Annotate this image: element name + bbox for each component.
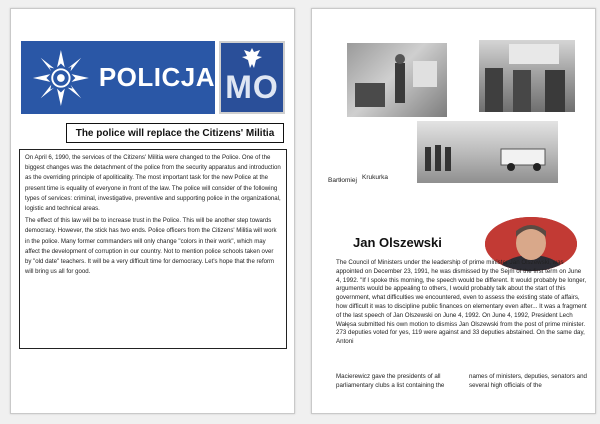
bio-columns [336, 373, 588, 391]
bio-column-left: Macierewicz gave the presidents of all parliamentary clubs a list containing the [336, 373, 445, 389]
article-headline: The police will replace the Citizens' Militia [66, 123, 284, 143]
police-star-icon [31, 47, 91, 109]
mo-logo-text: MO [225, 69, 279, 105]
photo-street-patrol [417, 121, 558, 183]
bio-text [336, 259, 588, 351]
bio-column-right: names of ministers, deputies, senators and several high officials of the [469, 373, 587, 389]
article-paragraph: On April 6, 1990, the services of the Citizens' Militia were changed to the Police. One of the biggest changes was the detachment of the police from the security apparatus and introduction as the overriding principle of apoliticality. The most important task for the new Police at the present time is equality of everyone in front of the law. The police will consider of the following types of services: criminal, investigative, preventive and supporting police in the organizational, logistic and technical areas. [25, 154, 281, 213]
policja-logo-text: POLICJA [98, 62, 215, 92]
person-title: Jan Olszewski [353, 235, 442, 250]
mo-logo [219, 41, 285, 114]
photo-militia-officers [479, 40, 575, 112]
policja-logo [21, 41, 215, 114]
author-last-name: Krukurka [362, 174, 389, 181]
author-first-name: Bartłomiej [328, 177, 357, 184]
eagle-emblem-icon [240, 47, 264, 69]
article-body [19, 149, 287, 349]
article-paragraph: The effect of this law will be to increase trust in the Police. This will be another step towards democracy. However, the stick has two ends. Police officers from the Citizens' Militia will work in the police. Many former commanders will only change "colors in their work", which may affect the development of corruption in our country. Not to mention police schools taken over by "old date" teachers. It will be a very difficult time for democracy. Let's hope that the reform will bring us all for good. [25, 217, 277, 276]
left-page [10, 8, 295, 414]
bio-paragraph: The Council of Ministers under the leadership of prime minister Jan Olszewski, was appointed on December 23, 1991, he was dismissed by the Sejm of the first term on June 4, 1992. "If I spoke this morning, the speech would be different. It would probably be longer, arguments would be appealing to others, I would probably talk about the start of this government, what difficulties we encountered, even to assess the existing state of affairs, how difficult it was to discipline public finances on elementary even after... It was a fragment of the last speech of Jan Olszewski on June 4, 1992. On June 4, 1992, President Lech Wałęsa submitted his own motion to dismiss Jan Olszewski from the post of prime minister. 273 deputies voted for yes, 119 were against and 33 deputies abstained. On the same day, Antoni [336, 259, 587, 346]
right-page [311, 8, 596, 414]
photo-police-checkpoint [347, 43, 447, 117]
